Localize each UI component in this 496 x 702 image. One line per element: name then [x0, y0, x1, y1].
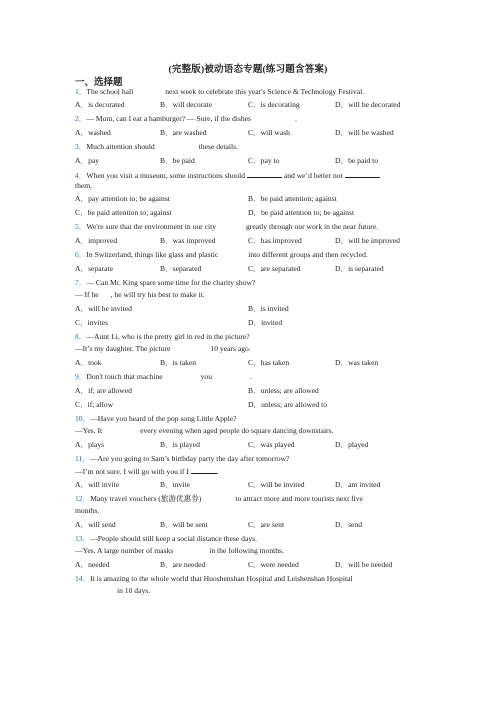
option-c[interactable]: C．be paid attention to; against	[75, 208, 172, 217]
question-text: —It’s my daughter. The picture	[75, 344, 171, 353]
section-heading: 一、选择题	[75, 78, 123, 88]
question-1	[75, 87, 364, 96]
option-c[interactable]: C．were needed	[248, 560, 299, 569]
question-text-after: these details.	[198, 142, 238, 151]
question-text-after: into different groups and then recycled.	[248, 250, 368, 259]
question-8	[75, 332, 250, 341]
question-number: 10．	[75, 414, 91, 423]
question-3	[75, 142, 238, 151]
option-d[interactable]: D．played	[335, 440, 369, 449]
option-a[interactable]: A．is decorated	[75, 100, 125, 109]
question-10-response	[75, 426, 333, 435]
question-text-after: every evening when aged people do square dancing downstairs.	[140, 426, 334, 435]
option-d[interactable]: D．will be washed	[335, 128, 394, 137]
question-number: 9．	[75, 372, 87, 381]
option-a[interactable]: A．separate	[75, 264, 113, 273]
question-4	[75, 170, 380, 180]
question-number: 3．	[75, 142, 87, 151]
question-text: Don't touch that machine	[86, 372, 163, 381]
option-d[interactable]: D．send	[335, 520, 362, 529]
option-c[interactable]: C．was played	[248, 440, 295, 449]
option-c[interactable]: C．are sent	[248, 520, 285, 529]
option-d[interactable]: D．invited	[248, 318, 283, 327]
question-9	[75, 372, 252, 381]
option-a[interactable]: A．if; are allowed	[75, 386, 132, 395]
question-text-after: .	[216, 467, 219, 476]
option-c[interactable]: C．pay to	[248, 156, 280, 165]
question-6	[75, 250, 368, 259]
option-c[interactable]: C．will be invited	[248, 480, 305, 489]
question-text-after: to attract more and more tourists next five	[235, 494, 363, 503]
question-text-after: in the following months.	[209, 546, 284, 555]
option-d[interactable]: D．was taken	[335, 358, 379, 367]
option-b[interactable]: B．be paid attention; against	[248, 194, 337, 203]
option-c[interactable]: C．is decorating	[248, 100, 300, 109]
option-b[interactable]: B．separated	[160, 264, 202, 273]
question-text-after: .	[294, 114, 297, 123]
option-b[interactable]: B．invite	[160, 480, 190, 489]
option-a[interactable]: A．will invite	[75, 480, 120, 489]
option-b[interactable]: B．are needed	[160, 560, 206, 569]
option-d[interactable]: D．be paid attention to; be against	[248, 208, 355, 217]
option-b[interactable]: B．will decorate	[160, 100, 213, 109]
option-d[interactable]: D．be paid to	[335, 156, 379, 165]
question-text: Much attention should	[86, 142, 155, 151]
question-number: 4．	[75, 171, 87, 180]
question-number: 7．	[75, 278, 87, 287]
question-7	[75, 278, 255, 287]
option-b[interactable]: B．is invited	[248, 304, 289, 313]
question-number: 13．	[75, 534, 91, 543]
option-b[interactable]: B．will be sent	[160, 520, 208, 529]
option-b[interactable]: B．be paid	[160, 156, 195, 165]
question-12-continuation: months.	[75, 506, 100, 515]
question-text: It is amazing to the whole world that Huoshenshan Hospital and Leishenshan Hospital	[90, 574, 353, 583]
option-c[interactable]: C．are separated	[248, 264, 301, 273]
question-text: We're sure that the environment in our city	[86, 222, 216, 231]
option-b[interactable]: B．are washed	[160, 128, 207, 137]
option-a[interactable]: A．needed	[75, 560, 110, 569]
question-text: The school hall	[86, 87, 134, 96]
option-a[interactable]: A．will be invited	[75, 304, 132, 313]
question-text-after: , he will try his best to make it.	[110, 290, 205, 299]
question-5	[75, 222, 378, 231]
option-d[interactable]: D．unless; are allowed to	[248, 400, 328, 409]
option-d[interactable]: D．will be needed	[335, 560, 393, 569]
option-a[interactable]: A．plays	[75, 440, 105, 449]
option-a[interactable]: A．washed	[75, 128, 111, 137]
question-14	[75, 574, 353, 583]
option-d[interactable]: D．is separated	[335, 264, 384, 273]
option-a[interactable]: A．pay attention to; be against	[75, 194, 170, 203]
option-b[interactable]: B．is taken	[160, 358, 197, 367]
question-text: —Yes. It	[75, 426, 103, 435]
question-7-response	[75, 290, 205, 299]
question-10	[75, 414, 237, 423]
option-c[interactable]: C．has taken	[248, 358, 290, 367]
question-text: — Mom, can I eat a hamburger? — Sure, if the dishes	[86, 114, 251, 123]
page-title: (完整版)被动语态专题(练习题含答案)	[168, 65, 328, 75]
question-number: 14．	[75, 574, 91, 583]
option-b[interactable]: B．was improved	[160, 236, 216, 245]
option-a[interactable]: A．improved	[75, 236, 118, 245]
question-text: When you visit a museum, some instructions should	[86, 171, 246, 180]
option-b[interactable]: B．unless; are allowed	[248, 386, 319, 395]
question-text: Many travel vouchers (旅游优惠券)	[90, 494, 202, 503]
option-b[interactable]: B．is played	[160, 440, 200, 449]
option-d[interactable]: D．am invited	[335, 480, 381, 489]
question-text: —I’m not sure. I will go with you if I	[75, 467, 189, 476]
question-text: —Have you heard of the pop song Little Apple?	[90, 414, 237, 423]
question-text-middle: you	[200, 372, 213, 381]
question-text-after: 10 years ago.	[210, 344, 251, 353]
question-text: In Switzerland, things like glass and plastic	[86, 250, 219, 259]
question-text-after: .	[250, 372, 252, 381]
question-text: —People should still keep a social distance these days.	[90, 534, 258, 543]
question-number: 2．	[75, 114, 87, 123]
question-number: 1．	[75, 87, 87, 96]
question-text: — Can Mr. King spare some time for the charity show?	[86, 278, 256, 287]
option-a[interactable]: A．will send	[75, 520, 116, 529]
question-11	[75, 454, 289, 463]
question-number: 11．	[75, 454, 90, 463]
question-number: 5．	[75, 222, 87, 231]
question-text: —Yes. A large number of masks	[75, 546, 174, 555]
question-13	[75, 534, 257, 543]
option-c[interactable]: C．invites	[75, 318, 108, 327]
option-d[interactable]: D．will be decorated	[335, 100, 401, 109]
option-a[interactable]: A．took	[75, 358, 102, 367]
option-c[interactable]: C．will wash	[248, 128, 290, 137]
question-text: —Are you going to Sam’s birthday party the day after tomorrow?	[89, 454, 290, 463]
question-8-response	[75, 344, 251, 353]
question-text: — If he	[75, 290, 99, 299]
question-text-after: greatly through our work in the near future.	[246, 222, 379, 231]
question-13-response	[75, 546, 284, 555]
question-4-continuation: them.	[75, 181, 93, 190]
question-text-middle: and we’d better not	[283, 171, 343, 180]
option-c[interactable]: C．if; allow	[75, 400, 114, 409]
question-number: 8．	[75, 332, 87, 341]
option-a[interactable]: A．pay	[75, 156, 100, 165]
question-14-continuation: in 10 days.	[117, 586, 151, 595]
option-c[interactable]: C．has improved	[248, 236, 302, 245]
option-d[interactable]: D．will be improved	[335, 236, 400, 245]
question-text: —Aunt Li, who is the pretty girl in red in the picture?	[86, 332, 250, 341]
question-text-after: next week to celebrate this year's Science & Technology Festival.	[165, 87, 365, 96]
question-number: 6．	[75, 250, 87, 259]
question-2	[75, 114, 297, 123]
question-number: 12．	[75, 494, 91, 503]
question-11-response	[75, 466, 219, 476]
question-12	[75, 494, 363, 503]
